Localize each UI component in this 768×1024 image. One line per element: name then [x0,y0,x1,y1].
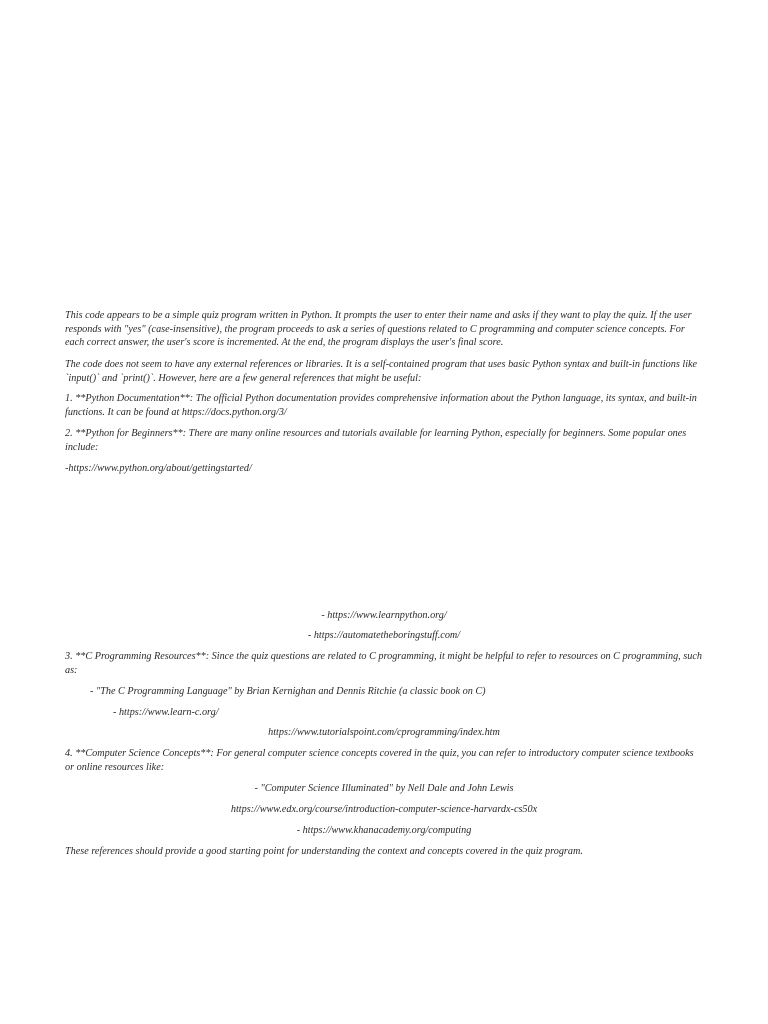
closing-paragraph: These references should provide a good starting point for understanding the context and concepts covered in the quiz program. [65,846,583,857]
learnpython-link[interactable]: - https://www.learnpython.org/ [321,610,447,621]
edx-cs50-link[interactable]: https://www.edx.org/course/introduction-computer-science-harvardx-cs50x [230,804,538,815]
reference-item-2: 2. **Python for Beginners**: There are many online resources and tutorials available for learning Python, especially for beginners. Some popular ones include: [65,428,687,453]
reference-item-1: 1. **Python Documentation**: The official Python documentation provides comprehensive information about the Python language, its syntax, and built-in functions. It can be found at https://docs.python.org/3/ [65,393,697,418]
c-programming-language-book: - "The C Programming Language" by Brian Kernighan and Dennis Ritchie (a classic book on C) [90,686,486,697]
automate-boring-stuff-link[interactable]: - https://automatetheboringstuff.com/ [307,630,461,641]
reference-item-4: 4. **Computer Science Concepts**: For general computer science concepts covered in the quiz, you can refer to introductory computer science textbooks or online resources like: [65,748,694,773]
learn-c-link[interactable]: - https://www.learn-c.org/ [113,707,219,718]
python-getting-started-link[interactable]: -https://www.python.org/about/gettingstarted/ [65,463,252,474]
tutorialspoint-link[interactable]: https://www.tutorialspoint.com/cprogramming/index.htm [268,727,500,738]
intro-paragraph: This code appears to be a simple quiz program written in Python. It prompts the user to enter their name and asks if they want to play the quiz. If the user responds with "yes" (case-insensitive), the program proceeds to ask a series of questions related to C programming and computer science concepts. For each correct answer, the user's score is incremented. At the end, the program displays the user's final score. [65,310,692,349]
cs-illuminated-book: - "Computer Science Illuminated" by Nell Dale and John Lewis [254,783,514,794]
reference-item-3: 3. **C Programming Resources**: Since the quiz questions are related to C programming, it might be helpful to refer to resources on C programming, such as: [65,651,702,676]
references-intro-paragraph: The code does not seem to have any external references or libraries. It is a self-contained program that uses basic Python syntax and built-in functions like `input()` and `print()`. However, here are a few general references that might be useful: [65,359,698,384]
khan-academy-link[interactable]: - https://www.khanacademy.org/computing [296,825,472,836]
